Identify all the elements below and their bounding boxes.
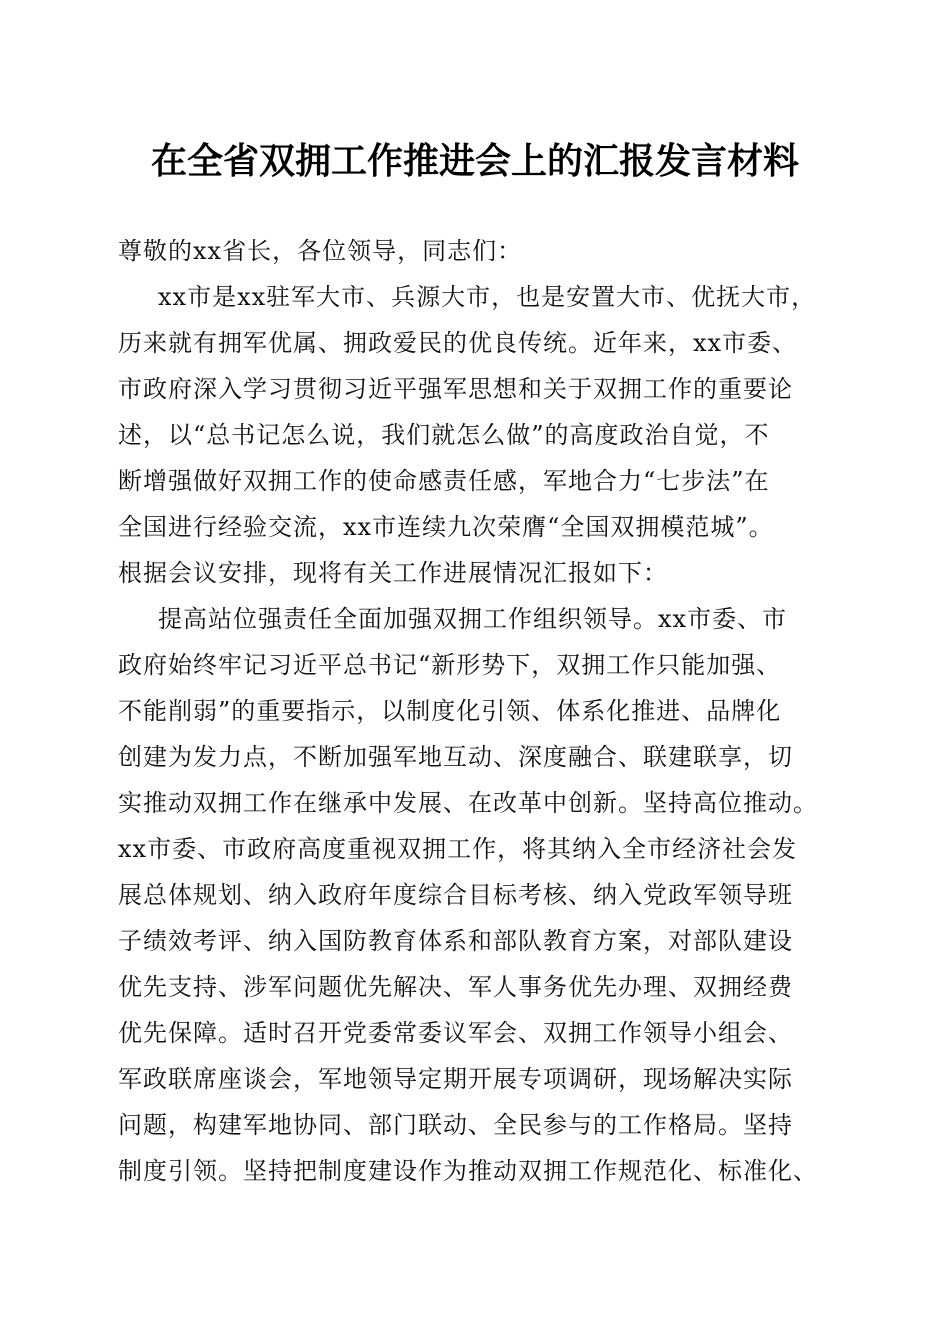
paragraph-line: 实推动双拥工作在继承中发展、在改革中创新。坚持高位推动。 <box>118 789 818 817</box>
paragraph-line: 问题，构建军地协同、部门联动、全民参与的工作格局。坚持 <box>118 1111 793 1139</box>
paragraph-line: xx市是xx驻军大市、兵源大市，也是安置大市、优抚大市， <box>158 283 817 311</box>
paragraph-line: 不能削弱”的重要指示，以制度化引领、体系化推进、品牌化 <box>118 697 782 725</box>
paragraph-line: 断增强做好双拥工作的使命感责任感，军地合力“七步法”在 <box>118 467 770 495</box>
paragraph-line: 展总体规划、纳入政府年度综合目标考核、纳入党政军领导班 <box>118 881 793 909</box>
document-title: 在全省双拥工作推进会上的汇报发言材料 <box>150 140 799 182</box>
paragraph-line: xx市委、市政府高度重视双拥工作，将其纳入全市经济社会发 <box>118 835 798 863</box>
paragraph-line: 市政府深入学习贯彻习近平强军思想和关于双拥工作的重要论 <box>118 375 793 403</box>
paragraph-line: 优先保障。适时召开党委常委议军会、双拥工作领导小组会、 <box>118 1019 793 1047</box>
paragraph-line: 历来就有拥军优属、拥政爱民的优良传统。近年来，xx市委、 <box>118 329 798 357</box>
paragraph-line: 全国进行经验交流，xx市连续九次荣膺“全国双拥模范城”。 <box>118 513 774 541</box>
paragraph-line: 制度引领。坚持把制度建设作为推动双拥工作规范化、标准化、 <box>118 1157 818 1185</box>
paragraph-line: 根据会议安排，现将有关工作进展情况汇报如下： <box>118 559 668 587</box>
paragraph-line: 子绩效考评、纳入国防教育体系和部队教育方案，对部队建设 <box>118 927 793 955</box>
paragraph-line: 提高站位强责任全面加强双拥工作组织领导。xx市委、市 <box>158 605 788 633</box>
paragraph-line: 创建为发力点，不断加强军地互动、深度融合、联建联享，切 <box>118 743 793 771</box>
paragraph-line: 优先支持、涉军问题优先解决、军人事务优先办理、双拥经费 <box>118 973 793 1001</box>
paragraph-line: 述，以“总书记怎么说，我们就怎么做”的高度政治自觉，不 <box>118 421 770 449</box>
paragraph-line: 军政联席座谈会，军地领导定期开展专项调研，现场解决实际 <box>118 1065 793 1093</box>
salutation-line: 尊敬的xx省长，各位领导，同志们： <box>118 237 523 265</box>
paragraph-line: 政府始终牢记习近平总书记“新形势下，双拥工作只能加强、 <box>118 651 782 679</box>
document-body <box>118 228 842 1194</box>
